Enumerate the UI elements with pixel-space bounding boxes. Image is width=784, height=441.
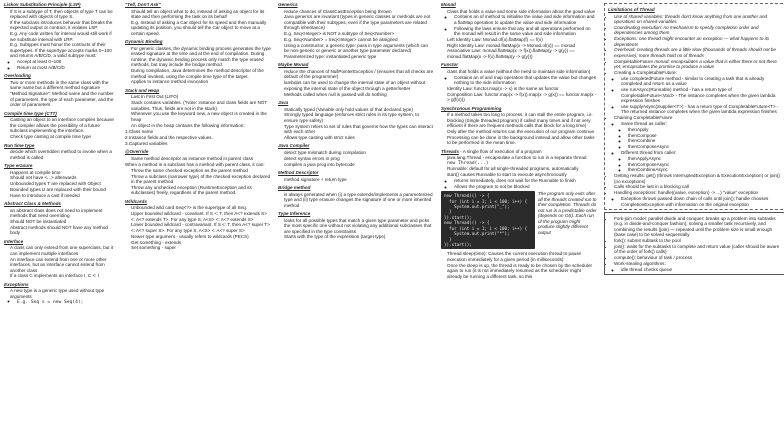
list-item: • Once the sleep is up, the thread is ready to be chosen by the scheduler again to run (it is not immediately resumed as the scheduler might already be running a different task, so this <box>447 263 597 280</box>
list-item: • Class that holds a value and some side information about the good value <box>447 9 597 15</box>
list-item: ◦ use supplyAsync(Supplier<T>) - has a return type of CompletableFuture<T> - The returned instance completes when the given lambda expression finishes <box>621 104 784 115</box>
list-item: • Unbounded types T are replaced with Object <box>10 181 118 187</box>
section-title: Liskov Substitution Principle (LSP) <box>4 2 81 7</box>
list-item: ◦ thenCompose <box>628 133 784 139</box>
list-item: • For generic classes, the dynamic binding process generates the type erased signature at the time and at the end of compilation. During runtime, the dynamic binding process only match the type erased methods, but may include the bridge method. <box>131 46 271 68</box>
column-3 <box>278 1 434 440</box>
list-item: • Whenever you use the keyword new, a new object is created in the heap <box>131 111 271 122</box>
column-5 <box>604 1 784 440</box>
list-item: • Should tell an object what to do, instead of asking an object for its state and then performing the task on its behalf <box>131 9 271 20</box>
list-item: ◦ thenApplyAsync <box>628 156 784 162</box>
list-item: • Starts with the type of the expression (target type) <box>284 234 434 240</box>
list-item: ◦ returns immediately, does not wait for the Runnable to finish <box>454 178 597 184</box>
section-java-compiler <box>278 143 434 167</box>
code-line: }).start(); <box>444 241 472 247</box>
column-1 <box>4 1 118 440</box>
section-lsp <box>4 2 118 70</box>
list-item: • join(): waits for the subtasks to complete and return value (caller should be aware of the order of fork() calls) <box>614 244 784 255</box>
list-item: • Same method descriptor as instance method in parent class <box>131 156 271 162</box>
section-title: Synchronous Programming <box>441 105 502 111</box>
column-4 <box>441 1 597 440</box>
list-item: • Identity Law: functor.map(x -> x) is the same as functor <box>447 86 597 92</box>
section-title: Monad <box>441 2 456 7</box>
list-item: • Thread.sleep(time): Causes the current execution thread to pause execution immediately for a given period (in milliseconds) <box>447 251 597 262</box>
list-item: • Right Identity Law: monad.flatMap(x -> Monad.of(x)) == monad <box>447 43 597 49</box>
list-item: • Overhead: creating threads are a little slow (thousands of threads should not be expensive); more threads hold no of threads <box>614 47 784 58</box>
list-item: • start() causes Runnable to start to execute asynchronously <box>447 172 597 178</box>
list-item: • Chaining CompletableFuture <box>614 115 784 121</box>
list-item: • decide which overridden method to invoke when a method is called <box>10 149 118 160</box>
list-item: • Calls should be last in a blocking call <box>614 184 784 190</box>
list-item: • Work-stealing algorithms: <box>614 261 784 267</box>
fork-join-title: Fork-join model: <box>614 215 647 221</box>
list-item: • Strongly typed language (enforces strict rules in its type system, to ensure type safety) <box>284 112 434 123</box>
list-item: • Throw a subclass (narrower type) of the checked exception declared in the parent method <box>131 174 271 185</box>
list-item: • Unbounded wild card Seq<?> is the supertype of all Seq. <box>131 205 271 211</box>
list-item: • Have to introduce a cast if needed <box>10 193 118 199</box>
section-title: Dynamic Binding <box>125 39 163 45</box>
list-item: ◦ thenComposeAsync <box>628 162 784 168</box>
section-title: Method Descriptor <box>278 170 319 176</box>
list-item: • class that holds a value (without the need to maintain side information) <box>447 69 597 75</box>
list-item: • Throw any unchecked exception (RuntimeException and its subclasses) freely, regardless of the parent method. <box>131 185 271 196</box>
list-item: ◦ idle thread checks queue <box>621 267 784 273</box>
list-item: parallel divide and conquer: breaks up a problem into subtasks (e.g. in divide-and-conquer fashion), solving a smaller task recursively, and combining the results (join) — repeated until the problem size is small enough (base case) to be solved sequentially <box>614 215 776 238</box>
list-item: ◦ Different thread from caller: <box>621 150 784 156</box>
fork-join-box <box>604 212 784 275</box>
section-interface <box>4 239 118 279</box>
list-item: • If the subclass introduces behavior that breaks the expected output or contract, it violates LSP. <box>10 20 118 31</box>
section-java <box>278 100 434 140</box>
section-functor <box>441 62 597 102</box>
section-title: Bridge method <box>278 185 311 191</box>
list-item: • detect syntax errors in prog <box>284 156 434 162</box>
list-item: • Left Identity Law: Monad.of(x).flatMap(f) == f(x) <box>447 37 597 43</box>
section-exceptions <box>4 282 118 305</box>
list-item: • E.g. Instead of asking a Car object for its speed and then manually updating its position, you should tell the Car object to move at a certain speed. <box>131 20 271 37</box>
list-item: • E.g. Seq<Number> = Seq<Integer> cannot be assigned <box>284 37 434 43</box>
list-item: • Casting an object to an interface compiles because the compiler allows the possibility of a future subclass implementing the interface. <box>10 117 118 134</box>
code-line: for (int i = 1; i < 100; i++) { <box>444 198 528 204</box>
list-item: ◦ E.g. Seq s = new Seq(4); <box>17 300 118 306</box>
list-item: • lambdas can be used to change the internal state of an object without exposing the internal state of the object through a getter/setter <box>284 80 434 91</box>
numbered-item: 3.Captured variables <box>125 140 168 146</box>
section-monad <box>441 2 597 59</box>
section-sync-programming <box>441 106 597 146</box>
section-generics <box>278 2 434 59</box>
section-title: Exceptions <box>4 281 29 287</box>
section-title: Java <box>278 100 289 106</box>
code-block <box>441 191 535 249</box>
section-bridge-method <box>278 185 434 208</box>
section-method-descriptor <box>278 170 434 182</box>
list-item: • Processing can be done in the background instead and allow other tasks to be performed in the mean time. <box>447 135 597 146</box>
section-stack-heap <box>125 88 271 146</box>
list-item: • E.g. Seq<Integer> is NOT a subtype of Seq<Number> <box>284 31 434 37</box>
list-item: • Using a constructor, a generic type: pass in type arguments (which can be non-generic or generic or another type parameter declared) <box>284 43 434 54</box>
section-type-erasure <box>4 163 118 198</box>
list-item: • Newer type argument - usually refers to wildcards (PECS) <box>131 234 271 240</box>
list-item: ◦ Exception thrown passed down chain of calls until join(); handle chooses CompletionException with information on the original exception <box>621 196 784 207</box>
section-override <box>125 149 271 196</box>
list-item: • looks for all possible types that match a given type parameter and picks the most specific one without not violating any additional subclasses that are specified in the type constraints <box>284 218 434 235</box>
code-line: for (int i = 1; i < 100; i++) { <box>444 225 528 231</box>
list-item: • detect type mismatch during compilation <box>284 150 434 156</box>
list-item: • Java generics are invariant (types in generic classes or methods are not compatible with their subtypes, even if the type parameters are related through inheritance) <box>284 14 434 31</box>
list-item: • compute(): behaviour of task / process <box>614 255 784 261</box>
list-item: • If S is a subtype of T, then objects of type T can be replaced with objects of type S. <box>10 9 118 20</box>
section-ctt <box>4 111 118 140</box>
section-title: Java Compiler <box>278 143 310 149</box>
list-item: • reduce the chances of NullPointerException / (ensures that all checks are default of the programmer) <box>284 69 434 80</box>
section-title: Functor <box>441 62 459 68</box>
list-item: • During compilation, Java determines the method descriptor of the method invoked, using the compile time type of the target. <box>131 68 271 79</box>
list-item: • new Thread(...) <box>447 161 597 167</box>
section-title: Maybe Monad <box>278 62 309 68</box>
code-line: System.out.print("*"); <box>444 231 510 237</box>
list-item: • Set something - super <box>131 245 271 251</box>
list-item: • Exceptions: one thread might encounter an exception — what happens to its dependents <box>614 36 784 47</box>
column-2 <box>125 1 271 440</box>
list-item: ◦ Contains an of and map operation that updates the value but changes nothing to the side information <box>454 75 597 86</box>
list-item: • Composition Law: functor.map(x -> f(x)).map(x -> g(x)) == functor.map(x -> g(f(x))) <box>447 92 597 103</box>
paragraph: When a method in a subclass has a method with parent class, it can: <box>125 161 265 167</box>
section-tell-dont-ask <box>125 2 271 36</box>
list-item: • If a class C implements an interface I, C <: I <box>10 273 118 279</box>
section-title: "Tell, Don't Ask" <box>125 2 161 7</box>
list-item: ◦ thenCombineAsync <box>628 167 784 173</box>
list-item: • Coordinating execution: no mechanism to specify completion order and dependencies among them <box>614 25 784 36</box>
list-item: • E.g. Any code written for interval would still work if we substitute interval with LRP. <box>10 31 118 42</box>
list-item: • reduce chances of ClassCastException being thrown <box>284 9 434 15</box>
code-line: } <box>444 209 452 215</box>
section-threads <box>441 149 597 279</box>
list-item: • Should not have <...> afterwards <box>10 175 118 181</box>
list-item: • A new type is a generic type used without type arguments <box>10 288 118 299</box>
list-item: • Happens at compile time <box>10 170 118 176</box>
section-lead: - A single flow of execution of a program <box>460 148 542 154</box>
list-item: • Get something - extends <box>131 240 271 246</box>
section-title: Interface <box>4 238 24 244</box>
section-title: Run time type <box>4 142 35 148</box>
list-item: • Lower bounded wildcard - contravariant. If S <: T, then A<? super T> <: A<? super S>. For any type S, A<S> <: A<? super S> <box>131 222 271 233</box>
section-title: @Override <box>125 149 149 155</box>
list-item: • Last In First Out (LIFO) <box>131 94 271 100</box>
list-item: • Runnable: default for all single-threaded programs, automatically <box>447 166 597 172</box>
section-abstract <box>4 201 118 236</box>
list-item: • Bounded types U are replaced with their bound <box>10 187 118 193</box>
code-note: The program only exits after all the threads created run to their completion. Threads do not run in a predictable order (depends on OS). Each run of the program might produce slightly different output <box>538 191 597 235</box>
limitations-box <box>604 3 784 210</box>
list-item: • Throw the same checked exception as the parent method <box>131 168 271 174</box>
list-item: • Statically typed (Variable only hold values of that declared type) <box>284 107 434 113</box>
list-item: • Type system refers to set of rules that governs how the types can interact with each other <box>284 124 434 135</box>
list-item: • CompletableFuture monad: encapsulates a value that is either there or not there yet; encapsulates the promise to produce a value <box>614 59 784 70</box>
list-item: ◦ Return at most A/B/C/D <box>17 65 118 71</box>
list-item: ◦ Allows the program to not be blocked <box>454 184 597 190</box>
section-title: Threads <box>441 148 459 154</box>
list-item: ◦ use completedFuture method - similar to creating a task that is already completed and return us a value <box>621 76 784 87</box>
list-item: • Two or more methods in the same class with the same name but a different method signature <box>10 80 118 91</box>
code-line: new Thread(() -> { <box>444 220 490 226</box>
list-item: • Abstract methods should NOT have any method body <box>10 225 118 236</box>
list-item: ◦ Accept at least 0~100 <box>17 59 118 65</box>
code-line: new Thread(() -> { <box>444 193 490 199</box>
list-item: • Creating a CompletableFuture: <box>614 70 784 76</box>
list-item: • An interface can extend from one or more other interfaces, but an interface cannot extend from another class <box>10 257 118 274</box>
numbered-item: 2.Instance fields and the respective values. <box>125 134 213 140</box>
section-wildcards <box>125 199 271 251</box>
list-item: ◦ thenComposeAsync <box>628 144 784 150</box>
list-item: • method signature + return type <box>284 177 434 183</box>
numbered-item: 1.Class name <box>125 128 154 134</box>
list-item: • An object in the heap contains the following information: <box>131 123 271 129</box>
section-title: Type erasure <box>4 163 33 169</box>
list-item: • Only after the method returns can the execution of our program continue <box>447 129 597 135</box>
list-item: ◦ use runAsync(Runnable) method - has a return type of CompletableFuture<Void> - The instance completes when the given lambda expression finishes <box>621 87 784 104</box>
list-item: • Applies to instance method invocation <box>131 79 271 85</box>
section-title: Limitations of Thread <box>608 7 655 12</box>
list-item: • Should NOT be instantiated <box>10 219 118 225</box>
list-item: • fork(): submit subtask to the pool <box>614 238 784 244</box>
section-overloading <box>4 73 118 107</box>
list-item: ◦ thenCombine <box>628 138 784 144</box>
list-item: ◦ Same thread as caller: <box>621 121 784 127</box>
list-item: • Stack contains variables. ("Note: instance and class fields are NOT variables. Thus, fields are not in the stack) <box>131 100 271 111</box>
list-item: • Methods called when null is passed will do nothing <box>284 92 434 98</box>
list-item: • "Method Signature": Method name and the number of parameters, the type of each parameter, and the order of parameters <box>10 91 118 108</box>
list-item: • java.lang.Thread - encapsulate a function to run in a separate thread <box>447 155 597 161</box>
section-title: Compile time type (CTT) <box>4 110 57 116</box>
list-item: • Associative Law: monad.flatMap(x -> f(x)).flatMap(y -> g(y)) == monad.flatMap(x -> f(x).flatMap(y -> g(y))) <box>447 48 597 59</box>
list-item: • If a method takes too long to process, it can stall the entire program, i.e. blocking (Single threaded program) if called many times and if not very efficient if there are frequent methods calls that block for a long time) <box>447 112 597 129</box>
list-item: • an abstract class does not need to implement methods that need overriding <box>10 208 118 219</box>
section-title: Abstract Class & Methods <box>4 201 61 207</box>
list-item: ◦ Contains an of method to initialise the value and side information and a flatMap operation to update the value and side information <box>454 14 597 25</box>
list-item: • Parameterized type: instantiated generic type <box>284 54 434 60</box>
section-title: Generics <box>278 2 298 7</box>
list-item: • is always generated when (i) a type extends/implements a parameterized type and (ii) type erasure changes the signature of one or more inherited method <box>284 192 434 209</box>
list-item: • Handling exceptions: handle((value, exception) -> ...) "value" exception <box>614 190 784 196</box>
section-dynamic-binding <box>125 39 271 85</box>
section-title: Overloading <box>4 73 31 79</box>
list-item: • E.g. Subtypes must honor the contracts of their supertypes. If the supertype accepts marks 0~100 and returns A/B/C/D, a valid subtype must: <box>10 42 118 59</box>
section-title: Stack and Heap <box>125 87 160 93</box>
list-item: • Allows type casting with strict rules <box>284 135 434 141</box>
list-item: • Upper bounded wildcard - covariant. If S <: T, then A<? extends S> <: A<? extends T>. For any type S, A<S> <: A<? extends S> <box>131 211 271 222</box>
list-item: ◦ Following the laws ensure that any and all operations performed on the monad will result in the same value and side information <box>454 26 597 37</box>
section-rtt <box>4 143 118 161</box>
list-item: ◦ thenApply <box>628 127 784 133</box>
section-maybe-monad <box>278 62 434 97</box>
section-type-inference <box>278 211 434 240</box>
code-example <box>441 191 597 249</box>
code-line: } <box>444 236 452 242</box>
section-title: Wildcards <box>125 198 147 204</box>
list-item: • compiles a java prog into bytecode <box>284 162 434 168</box>
section-title: Type Inference <box>278 211 311 217</box>
list-item: • Getting results: get() (throws InterruptedException & ExecutionException) or join() (no exceptions) <box>614 173 784 184</box>
list-item: • A class can only extend from one superclass, but it can implement multiple interfaces <box>10 245 118 256</box>
code-line: }).start(); <box>444 214 472 220</box>
list-item: • Check type casting at compile time type <box>10 134 118 140</box>
list-item: • Use of shared variables: threads don't know anything from one another and operations on shared variables <box>614 14 784 25</box>
code-line: System.out.print("_"); <box>444 204 510 210</box>
